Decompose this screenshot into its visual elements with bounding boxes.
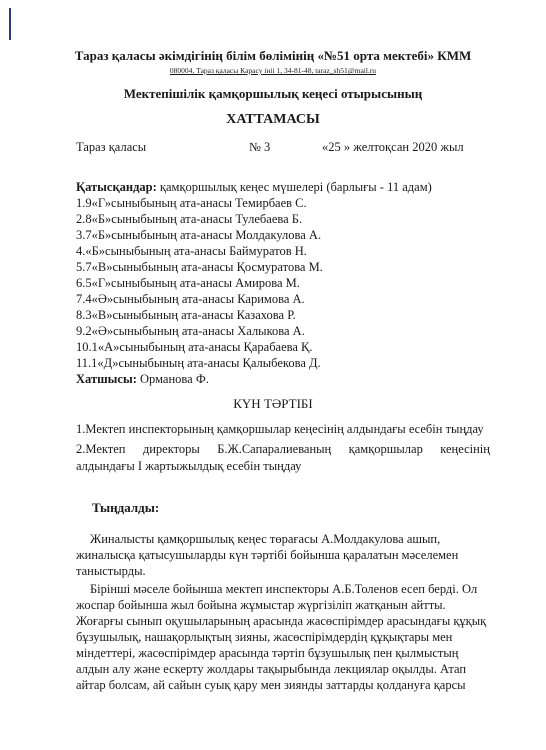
agenda-title: КҮН ТӘРТІБІ bbox=[233, 396, 313, 411]
agenda-item-2 bbox=[76, 442, 490, 457]
secretary-name: Орманова Ф. bbox=[136, 372, 209, 386]
participants-summary: қамқоршылық кеңес мүшелері (барлығы - 11 адам) bbox=[156, 180, 432, 194]
paragraph-line: таныстырды. bbox=[76, 564, 146, 578]
participant-item: 5.7«В»сыныбының ата-анасы Қосмуратова М. bbox=[76, 260, 323, 274]
agenda-item-1: 1.Мектеп инспекторының қамқоршылар кеңесінің алдындағы есебін тыңдау bbox=[76, 422, 484, 436]
paragraph-line: Жоғарғы сынып оқушыларының арасында жасөспірімдер арасындағы құқық bbox=[76, 614, 487, 628]
paragraph-line: міндеттері, жасөспірімдер арасында тәртіп бұзушылық пен қылмыстың bbox=[76, 646, 459, 660]
secretary-label: Хатшысы: bbox=[76, 372, 137, 386]
agenda-word: 2.Мектеп bbox=[76, 442, 126, 456]
participant-item: 11.1«Д»сыныбының ата-анасы Қалыбекова Д. bbox=[76, 356, 321, 370]
paragraph-line: жиналысқа қатысушыларды күн тәртібі бойынша қаралатын мәселемен bbox=[76, 548, 459, 562]
org-address: 080004, Тараз қаласы Карасу ініі 1, 34-81-48, taraz_sh51@mail.ru bbox=[169, 66, 377, 75]
protocol-date: «25 » желтоқсан 2020 жыл bbox=[322, 140, 464, 154]
paragraph-line: бұзушылық, нашақорлықтың зияны, жасөспірімдердің құқықтары мен bbox=[76, 630, 453, 644]
city: Тараз қаласы bbox=[76, 140, 147, 154]
secretary-line bbox=[76, 372, 209, 387]
agenda-word: Б.Ж.Сапаралиеваның bbox=[217, 442, 332, 456]
agenda-word: қамқоршылар bbox=[348, 442, 423, 456]
participant-item: 8.3«В»сыныбының ата-анасы Казахова Р. bbox=[76, 308, 296, 322]
doc-title: ХАТТАМАСЫ bbox=[226, 112, 320, 127]
paragraph-line: Жиналысты қамқоршылық кеңес төрағасы А.Молдакулова ашып, bbox=[90, 532, 441, 546]
participant-item: 3.7«Б»сыныбының ата-анасы Молдакулова А. bbox=[76, 228, 322, 242]
participant-item: 9.2«Ә»сыныбының ата-анасы Халыкова А. bbox=[76, 324, 305, 338]
participants-label: Қатысқандар: bbox=[76, 180, 157, 194]
agenda-word: кеңесінің bbox=[440, 442, 490, 456]
paragraph-line: Бірінші мәселе бойынша мектеп инспекторы А.Б.Толенов есеп берді. Ол bbox=[90, 582, 478, 596]
participant-item: 10.1«А»сыныбының ата-анасы Қарабаева Қ. bbox=[76, 340, 313, 354]
participant-item: 2.8«Б»сыныбының ата-анасы Тулебаева Б. bbox=[76, 212, 303, 226]
agenda-item-2-cont: алдындағы І жартыжылдық есебін тыңдау bbox=[76, 459, 302, 473]
org-header: Тараз қаласы әкімдігінің білім бөлімінің «№51 орта мектебі» КММ bbox=[74, 48, 472, 63]
meeting-title: Мектепішілік қамқоршылық кеңесі отырысының bbox=[123, 86, 423, 101]
participant-item: 6.5«Г»сыныбының ата-анасы Амирова М. bbox=[76, 276, 300, 290]
agenda-word: директоры bbox=[142, 442, 200, 456]
heard-title: Тыңдалды: bbox=[92, 500, 160, 515]
participant-item: 1.9«Г»сыныбының ата-анасы Темирбаев С. bbox=[76, 196, 307, 210]
protocol-number: № 3 bbox=[249, 140, 271, 154]
paragraph-line: айтар болсам, ай сайын суық қару мен зиянды заттарды қолдануға қарсы bbox=[76, 678, 466, 692]
pen-mark bbox=[9, 8, 11, 40]
paragraph-line: алдын алу және ескерту жолдары тақырыбында лекциялар оқылды. Атап bbox=[76, 662, 467, 676]
participants-line bbox=[76, 180, 432, 195]
participant-item: 7.4«Ә»сыныбының ата-анасы Каримова А. bbox=[76, 292, 305, 306]
paragraph-line: жоспар бойынша жыл бойына жұмыстар жүргізіліп жатқанын айтты. bbox=[76, 598, 446, 612]
participant-item: 4.«Б»сыныбының ата-анасы Баймуратов Н. bbox=[76, 244, 307, 258]
